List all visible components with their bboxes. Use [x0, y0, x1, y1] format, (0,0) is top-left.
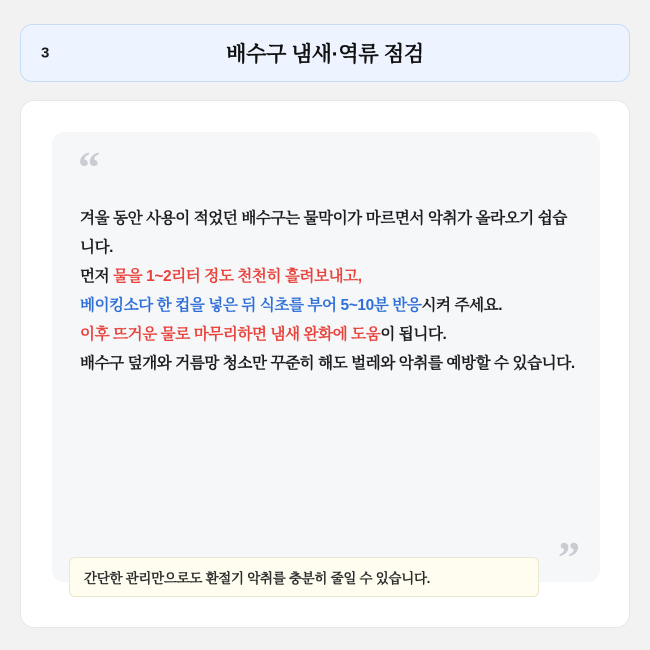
- text-segment: 겨울 동안 사용이 적었던 배수구는 물막이가 마르면서 악취가 올라오기 쉽습니다.: [80, 210, 567, 256]
- quote-close-icon: ”: [558, 533, 580, 582]
- text-segment: 이 됩니다.: [380, 326, 447, 343]
- text-segment: 베이킹소다 한 컵을 넣은 뒤 식초를 부어 5~10분 반응: [80, 297, 422, 314]
- text-segment: 시켜 주세요.: [421, 297, 503, 314]
- text-segment: 먼저: [80, 268, 114, 285]
- body-line: [80, 204, 576, 262]
- body-line: [80, 349, 576, 378]
- slide-number: 3: [41, 44, 50, 62]
- body-line: [80, 320, 576, 349]
- text-segment: 물을 1~2리터 정도 천천히 흘려보내고,: [113, 268, 362, 285]
- page-title: 배수구 냄새·역류 점검: [226, 43, 424, 66]
- body-line: [80, 291, 576, 320]
- text-segment: 배수구 덮개와 거름망 청소만 꾸준히 해도 벌레와 악취를 예방할 수 있습니다.: [80, 355, 575, 372]
- text-segment: 이후 뜨거운 물로 마무리하면 냄새 완화에 도움: [80, 326, 381, 343]
- quote-block: [52, 132, 600, 582]
- slide-header: [20, 24, 630, 82]
- summary-note: 간단한 관리만으로도 환절기 악취를 충분히 줄일 수 있습니다.: [69, 557, 539, 597]
- content-card: [20, 100, 630, 628]
- body-text: [80, 204, 576, 378]
- body-line: [80, 262, 576, 291]
- quote-open-icon: “: [78, 143, 100, 192]
